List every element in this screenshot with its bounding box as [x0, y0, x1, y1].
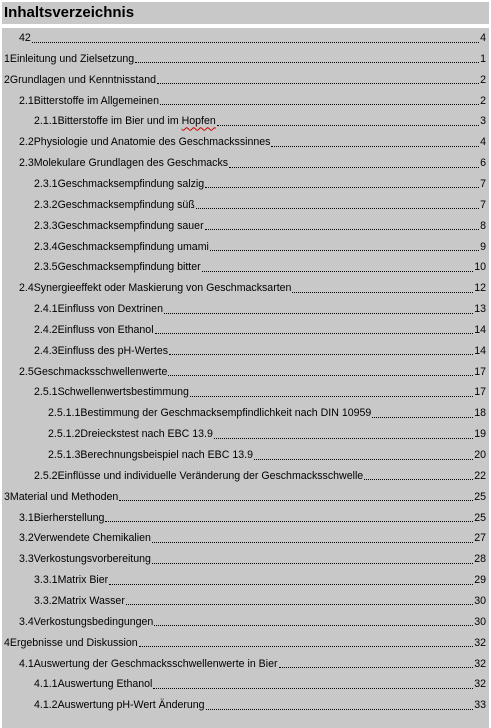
- toc-entry-page: 14: [474, 323, 486, 336]
- dot-leader: [160, 104, 479, 105]
- toc-entry-label: Physiologie und Anatomie des Geschmackssinnes: [33, 136, 271, 149]
- toc-entry-page: 22: [474, 469, 486, 482]
- toc-entry-page: 3: [480, 115, 486, 128]
- toc-entry-number: 2.3.2: [34, 198, 58, 211]
- toc-entry[interactable]: [2, 195, 489, 215]
- toc-entry-label: Material und Methoden: [9, 490, 119, 503]
- toc-entry[interactable]: [2, 549, 489, 569]
- toc-entry-label: Bitterstoffe im Allgemeinen: [33, 94, 159, 107]
- dot-leader: [135, 62, 479, 63]
- toc-entry[interactable]: [2, 528, 489, 548]
- dot-leader: [169, 354, 473, 355]
- toc-entry-page: 17: [474, 365, 486, 378]
- toc-entry[interactable]: [2, 570, 489, 590]
- dot-leader: [139, 646, 474, 647]
- toc-entry[interactable]: [2, 320, 489, 340]
- toc-entry[interactable]: [2, 91, 489, 111]
- toc-entry-label: Einfluss des pH-Wertes: [57, 344, 169, 357]
- toc-entry[interactable]: [2, 508, 489, 528]
- toc-entry[interactable]: [2, 132, 489, 152]
- toc-entry[interactable]: [2, 49, 489, 69]
- dot-leader: [202, 271, 474, 272]
- toc-entry-page: 7: [480, 198, 486, 211]
- toc-entry[interactable]: [2, 153, 489, 173]
- toc-entry-label: 42: [19, 32, 31, 44]
- toc-entry-label: Geschmacksempfindung sauer: [57, 219, 204, 232]
- toc-entry-label: Auswertung Ethanol: [57, 678, 153, 691]
- toc-entry-label: Geschmacksschwellenwerte: [33, 365, 168, 378]
- toc-entry-number: 4.1.2: [34, 699, 58, 712]
- toc-entry-number: 2.3.3: [34, 219, 58, 232]
- toc-entry-page: 27: [474, 532, 486, 545]
- toc-entry-number: 2.3.1: [34, 177, 58, 190]
- toc-entry-label: Auswertung pH-Wert Änderung: [57, 699, 205, 712]
- toc-entry-number: 2.3.5: [34, 261, 58, 274]
- toc-heading: Inhaltsverzeichnis: [2, 2, 489, 24]
- toc-entry-page: 30: [474, 594, 486, 607]
- toc-entry-label: Molekulare Grundlagen des Geschmacks: [33, 157, 229, 170]
- toc-entry[interactable]: [2, 257, 489, 277]
- toc-entry[interactable]: [2, 445, 489, 465]
- toc-entry-label: Geschmacksempfindung salzig: [57, 177, 205, 190]
- toc-entry-page: 33: [474, 699, 486, 712]
- toc-entry[interactable]: [2, 487, 489, 507]
- dot-leader: [32, 42, 479, 43]
- toc-entry-label: Matrix Bier: [57, 574, 109, 587]
- toc-entry-number: 3.1: [19, 511, 34, 524]
- toc-entry[interactable]: [2, 237, 489, 257]
- dot-leader: [152, 542, 473, 543]
- toc-entry-page: 12: [474, 282, 486, 295]
- dot-leader: [229, 167, 479, 168]
- toc-entry[interactable]: [2, 633, 489, 653]
- toc-entry[interactable]: [2, 70, 489, 90]
- dot-leader: [210, 250, 479, 251]
- toc-entry-page: 1: [480, 52, 486, 65]
- toc-entry-number: 2.3.4: [34, 240, 58, 253]
- toc-entry-page: 28: [474, 553, 486, 566]
- toc-entry-number: 3.3.2: [34, 594, 58, 607]
- toc-entry-number: 2.4: [19, 282, 34, 295]
- toc-entry-label: Ergebnisse und Diskussion: [9, 636, 138, 649]
- toc-entry-page: 7: [480, 177, 486, 190]
- toc-entry-page: 32: [474, 636, 486, 649]
- toc-entry[interactable]: [2, 612, 489, 632]
- toc-entry-page: 9: [480, 240, 486, 253]
- toc-entry-page: 20: [474, 449, 486, 461]
- toc-entry-number: 3.3.1: [34, 574, 58, 587]
- dot-leader: [105, 521, 473, 522]
- toc-entry-page: 25: [474, 511, 486, 524]
- toc-entry-page: 25: [474, 490, 486, 503]
- toc-entry-number: 2.5.1.3: [48, 449, 81, 461]
- dot-leader: [164, 313, 473, 314]
- toc-entry-page: 30: [474, 615, 486, 628]
- toc-entry-page: 6: [480, 157, 486, 170]
- toc-entry-label: Geschmacksempfindung bitter: [57, 261, 201, 274]
- dot-leader: [205, 187, 479, 188]
- toc-entry-number: 2.4.3: [34, 344, 58, 357]
- toc-entry-page: 2: [480, 73, 486, 86]
- dot-leader: [168, 375, 473, 376]
- toc-entry-number: 2.1.1: [34, 115, 58, 128]
- toc-entry-number: 4.1.1: [34, 678, 58, 691]
- toc-entry-label: Geschmacksempfindung umami: [57, 240, 209, 253]
- toc-entry-number: 4: [4, 636, 10, 649]
- toc-entry[interactable]: [2, 341, 489, 361]
- dot-leader: [119, 500, 473, 501]
- toc-entry-page: 2: [480, 94, 486, 107]
- toc-entry-label: Grundlagen und Kenntnisstand: [9, 73, 156, 86]
- toc-entry-label: Einflüsse und individuelle Veränderung der Geschmacksschwelle: [57, 469, 364, 482]
- toc-entry[interactable]: [2, 362, 489, 382]
- toc-entry-label: Einleitung und Zielsetzung: [9, 52, 135, 65]
- toc-entry-label: Bierherstellung: [33, 511, 105, 524]
- dot-leader: [126, 604, 473, 605]
- toc-entry-page: 17: [474, 386, 486, 399]
- dot-leader: [372, 417, 473, 418]
- dot-leader: [292, 292, 473, 293]
- toc-entry-page: 18: [474, 407, 486, 420]
- toc-entry-label: Dreieckstest nach EBC 13.9: [80, 428, 213, 441]
- toc-entry-label: Auswertung der Geschmacksschwellenwerte in Bier: [33, 657, 278, 670]
- toc-entry-page: 8: [480, 219, 486, 232]
- toc-entry-number: 2.5.2: [34, 469, 58, 482]
- dot-leader: [154, 625, 473, 626]
- dot-leader: [214, 438, 473, 439]
- toc-entry-number: 4.1: [19, 657, 34, 670]
- toc-entry-page: 19: [474, 428, 486, 441]
- toc-entry-number: 2: [4, 73, 10, 86]
- dot-leader: [217, 125, 479, 126]
- toc-entry-page: 32: [474, 657, 486, 670]
- toc-entry[interactable]: [2, 466, 489, 486]
- toc-entry-page: 10: [474, 261, 486, 274]
- toc-entry[interactable]: [2, 28, 489, 48]
- dot-leader: [205, 229, 479, 230]
- toc-entry-number: 2.5.1: [34, 386, 58, 399]
- toc-entry-page: 4: [480, 32, 486, 44]
- dot-leader: [152, 563, 473, 564]
- dot-leader: [109, 584, 473, 585]
- toc-entry-page: 13: [474, 303, 486, 316]
- table-of-contents: [2, 28, 489, 728]
- toc-entry-label: Synergieeffekt oder Maskierung von Geschmacksarten: [33, 282, 292, 295]
- toc-entry[interactable]: [2, 674, 489, 694]
- toc-entry[interactable]: [2, 299, 489, 319]
- toc-entry-label: Berechnungsbeispiel nach EBC 13.9: [80, 449, 253, 461]
- toc-entry-page: 14: [474, 344, 486, 357]
- dot-leader: [254, 459, 473, 460]
- toc-entry-label: Verkostungsbedingungen: [33, 615, 154, 628]
- toc-entry-page: 29: [474, 574, 486, 587]
- toc-entry[interactable]: [2, 216, 489, 236]
- toc-entry-number: 3.3: [19, 553, 34, 566]
- toc-entry-number: 2.5.1.1: [48, 407, 81, 420]
- dot-leader: [206, 709, 474, 710]
- toc-entry[interactable]: [2, 403, 489, 423]
- toc-entry-number: 2.4.2: [34, 323, 58, 336]
- toc-entry[interactable]: [2, 424, 489, 444]
- toc-entry-page: 32: [474, 678, 486, 691]
- dot-leader: [157, 83, 479, 84]
- toc-entry-number: 3.4: [19, 615, 34, 628]
- dot-leader: [190, 396, 473, 397]
- toc-entry-number: 3.2: [19, 532, 34, 545]
- toc-entry-number: 3: [4, 490, 10, 503]
- toc-entry-label: Einfluss von Dextrinen: [57, 303, 163, 316]
- toc-entry-label: Einfluss von Ethanol: [57, 323, 154, 336]
- toc-entry[interactable]: [2, 591, 489, 611]
- toc-entry-number: 2.2: [19, 136, 34, 149]
- toc-entry[interactable]: [2, 382, 489, 402]
- toc-entry-number: 2.5: [19, 365, 34, 378]
- toc-entry-label: Bestimmung der Geschmacksempfindlichkeit nach DIN 10959: [80, 407, 372, 420]
- toc-entry-label: Bitterstoffe im Bier und im Hopfen: [57, 115, 216, 128]
- dot-leader: [364, 479, 473, 480]
- toc-entry-page: 4: [480, 136, 486, 149]
- toc-entry-label: Schwellenwertsbestimmung: [57, 386, 189, 399]
- dot-leader: [196, 208, 479, 209]
- toc-entry-number: 1: [4, 52, 10, 65]
- toc-entry-label: Geschmacksempfindung süß: [57, 198, 195, 211]
- dot-leader: [155, 333, 474, 334]
- dot-leader: [153, 688, 473, 689]
- toc-entry-number: 2.3: [19, 157, 34, 170]
- dot-leader: [271, 146, 479, 147]
- toc-entry[interactable]: [2, 695, 489, 715]
- toc-entry-label: Matrix Wasser: [57, 594, 125, 607]
- toc-entry-number: 2.4.1: [34, 303, 58, 316]
- dot-leader: [279, 667, 474, 668]
- toc-entry-number: 2.5.1.2: [48, 428, 81, 441]
- toc-entry-label: Verkostungsvorbereitung: [33, 553, 151, 566]
- toc-entry[interactable]: [2, 654, 489, 674]
- toc-entry[interactable]: [2, 111, 489, 131]
- toc-entry[interactable]: [2, 278, 489, 298]
- toc-entry[interactable]: [2, 174, 489, 194]
- toc-entry-label: Verwendete Chemikalien: [33, 532, 151, 545]
- toc-entry-number: 2.1: [19, 94, 34, 107]
